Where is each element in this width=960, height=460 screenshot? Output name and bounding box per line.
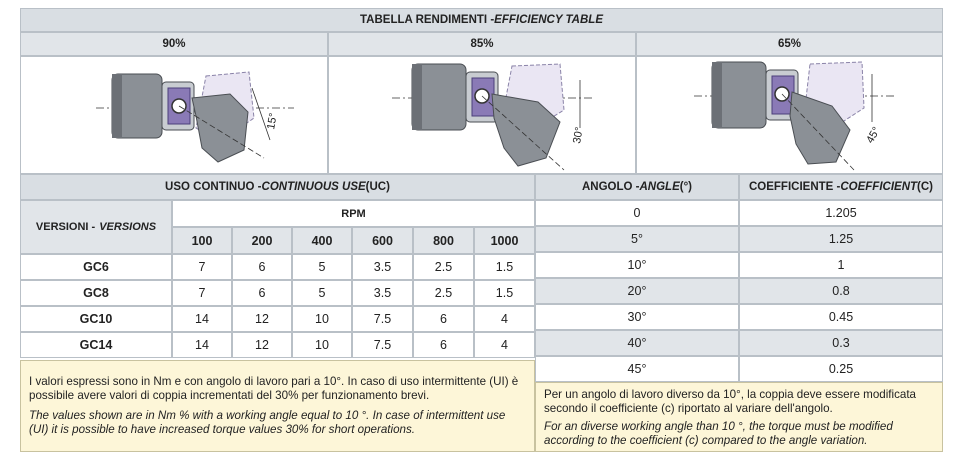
coefficient-value: 0.3 xyxy=(739,330,943,356)
rpm-column-header: 600 xyxy=(352,227,413,254)
torque-value: 3.5 xyxy=(352,254,413,280)
torque-value: 12 xyxy=(232,306,292,332)
angle-header: ANGOLO - ANGLE (°) xyxy=(535,174,739,200)
torque-value: 2.5 xyxy=(413,254,474,280)
torque-value: 10 xyxy=(292,332,352,358)
torque-value: 4 xyxy=(474,332,535,358)
title-en: EFFICIENCY TABLE xyxy=(494,14,603,26)
torque-value: 6 xyxy=(232,254,292,280)
version-name: GC10 xyxy=(20,306,172,332)
joint-image-panel-3 xyxy=(636,56,943,174)
coefficient-value: 1.205 xyxy=(739,200,943,226)
torque-value: 12 xyxy=(232,332,292,358)
continuous-use-header: USO CONTINUO - CONTINUOUS USE (UC) xyxy=(20,174,535,200)
rpm-header: RPM xyxy=(172,200,535,227)
note-left-it: I valori espressi sono in Nm e con angolo di lavoro pari a 10°. In caso di uso intermittente (UI) è possibile avere valori di coppia incrementati del 30% per funzionamento brevi. xyxy=(29,375,519,402)
torque-value: 3.5 xyxy=(352,280,413,306)
angle-label-30: 30° xyxy=(571,126,586,145)
efficiency-65-header: 65% xyxy=(636,32,943,56)
angle-value: 20° xyxy=(535,278,739,304)
torque-value: 14 xyxy=(172,332,232,358)
torque-value: 10 xyxy=(292,306,352,332)
torque-value: 1.5 xyxy=(474,280,535,306)
coefficient-value: 0.8 xyxy=(739,278,943,304)
coefficient-value: 1.25 xyxy=(739,226,943,252)
angle-value: 40° xyxy=(535,330,739,356)
universal-joint-45-illustration xyxy=(640,58,940,172)
universal-joint-15-illustration xyxy=(24,58,324,172)
version-name: GC14 xyxy=(20,332,172,358)
version-name: GC6 xyxy=(20,254,172,280)
angle-value: 5° xyxy=(535,226,739,252)
angle-value: 45° xyxy=(535,356,739,382)
table-title xyxy=(20,8,943,32)
rpm-column-header: 1000 xyxy=(474,227,535,254)
note-left-en: The values shown are in Nm % with a working angle equal to 10 °. In case of intermittent use (UI) it is possible to have increased torque values 30% for short operations. xyxy=(29,409,506,436)
note-right xyxy=(535,382,943,452)
continuous-use-en: CONTINUOUS USE xyxy=(261,181,366,193)
rpm-column-header: 400 xyxy=(292,227,352,254)
torque-value: 7 xyxy=(172,254,232,280)
coefficient-value: 0.25 xyxy=(739,356,943,382)
torque-value: 6 xyxy=(413,332,474,358)
coefficient-value: 1 xyxy=(739,252,943,278)
angle-label-15: 15° xyxy=(265,112,280,131)
coefficient-header: COEFFICIENTE - COEFFICIENT (C) xyxy=(739,174,943,200)
torque-value: 5 xyxy=(292,280,352,306)
angle-value: 30° xyxy=(535,304,739,330)
joint-image-panel-2 xyxy=(328,56,636,174)
angle-label-45: 45° xyxy=(863,125,883,146)
efficiency-90-header: 90% xyxy=(20,32,328,56)
torque-value: 2.5 xyxy=(413,280,474,306)
version-name: GC8 xyxy=(20,280,172,306)
rpm-column-header: 100 xyxy=(172,227,232,254)
torque-value: 5 xyxy=(292,254,352,280)
torque-value: 4 xyxy=(474,306,535,332)
torque-value: 6 xyxy=(413,306,474,332)
coefficient-value: 0.45 xyxy=(739,304,943,330)
torque-value: 7.5 xyxy=(352,306,413,332)
note-left xyxy=(20,360,535,452)
note-right-en: For an diverse working angle than 10 °, the torque must be modified according to the coefficient (c) compared to the angle variation. xyxy=(544,420,893,447)
torque-value: 7 xyxy=(172,280,232,306)
torque-value: 6 xyxy=(232,280,292,306)
rpm-column-header: 200 xyxy=(232,227,292,254)
efficiency-85-header: 85% xyxy=(328,32,636,56)
joint-image-panel-1 xyxy=(20,56,328,174)
title-it: TABELLA RENDIMENTI - xyxy=(360,14,495,26)
note-right-it: Per un angolo di lavoro diverso da 10°, la coppia deve essere modificata secondo il coefficiente (c) riportato al variare dell'angolo. xyxy=(544,388,916,415)
torque-value: 14 xyxy=(172,306,232,332)
torque-value: 7.5 xyxy=(352,332,413,358)
angle-value: 0 xyxy=(535,200,739,226)
universal-joint-30-illustration xyxy=(332,58,632,172)
torque-value: 1.5 xyxy=(474,254,535,280)
angle-value: 10° xyxy=(535,252,739,278)
rpm-column-header: 800 xyxy=(413,227,474,254)
versions-header: VERSIONI - VERSIONS xyxy=(20,200,172,254)
